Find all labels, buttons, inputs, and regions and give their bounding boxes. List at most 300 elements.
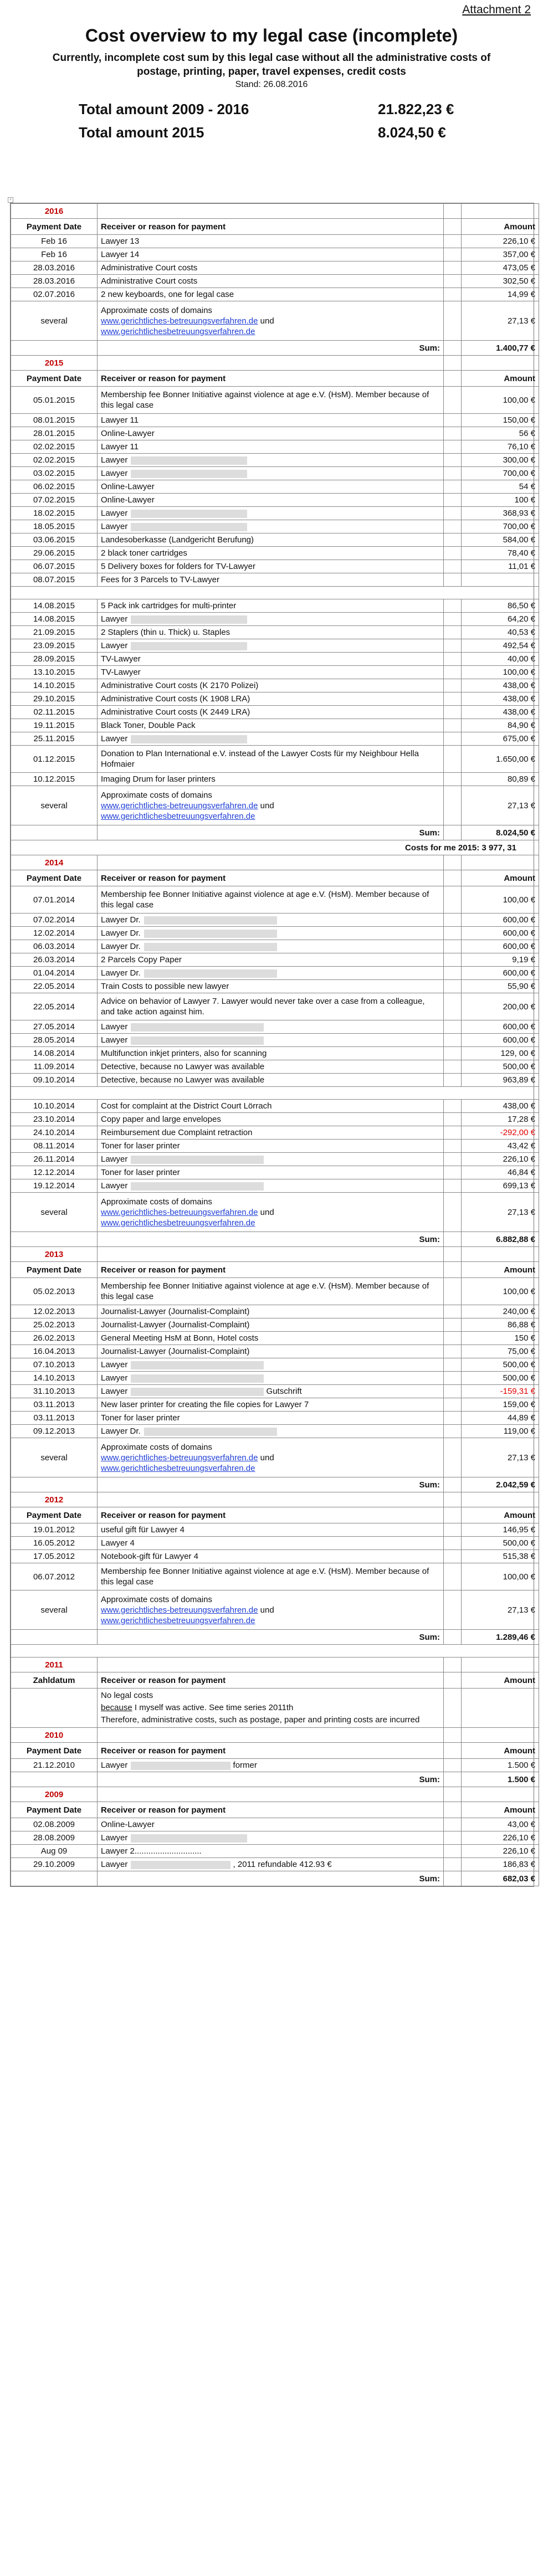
payment-receiver [98, 1047, 444, 1060]
domain-link[interactable]: www.gerichtliches-betreuungsverfahren.de [101, 1453, 258, 1463]
domain-link[interactable]: www.gerichtlichesbetreuungsverfahren.de [101, 1615, 255, 1625]
table-row [11, 1305, 539, 1318]
table-row [11, 706, 539, 719]
header-date: Payment Date [11, 1743, 98, 1759]
domains-row [11, 786, 539, 825]
payment-date: 23.10.2014 [11, 1113, 98, 1126]
payment-date: 26.11.2014 [11, 1153, 98, 1166]
payment-amount: 515,38 € [462, 1550, 539, 1563]
payment-date: 28.01.2015 [11, 427, 98, 440]
receiver-text: Lawyer [101, 641, 128, 650]
total-label: Total amount 2015 [79, 124, 204, 141]
table-row [11, 440, 539, 454]
payment-date: 16.05.2012 [11, 1537, 98, 1550]
payment-amount: 600,00 € [462, 1034, 539, 1047]
redacted-name [131, 470, 247, 478]
payment-receiver [98, 613, 444, 626]
empty-cell [444, 1372, 462, 1385]
empty-cell [444, 1385, 462, 1398]
redacted-name [144, 1428, 277, 1436]
header-receiver: Receiver or reason for payment [98, 1672, 444, 1689]
empty-cell [444, 1060, 462, 1074]
note-underlined: because [101, 1703, 132, 1712]
table-row [11, 427, 539, 440]
header-date: Payment Date [11, 371, 98, 387]
receiver-text: Online-Lawyer [101, 429, 155, 438]
sum-label: Sum: [98, 1871, 444, 1886]
payment-date: 06.03.2014 [11, 940, 98, 953]
receiver-text: Lawyer [101, 1761, 128, 1770]
header-amount: Amount [462, 1507, 539, 1523]
payment-amount: 500,00 € [462, 1537, 539, 1550]
empty-cell [462, 356, 539, 371]
table-row [11, 599, 539, 613]
payment-receiver [98, 427, 444, 440]
table-row [11, 1689, 539, 1728]
payment-date: 03.06.2015 [11, 533, 98, 547]
empty-cell [462, 855, 539, 870]
table-row [11, 1818, 539, 1831]
payment-amount: 226,10 € [462, 1845, 539, 1858]
receiver-text: Online-Lawyer [101, 482, 155, 491]
payment-amount: 675,00 € [462, 732, 539, 746]
domains-link-row [101, 316, 440, 326]
receiver-text: 2 Parcels Copy Paper [101, 955, 182, 964]
payment-amount: 14,99 € [462, 288, 539, 301]
domain-link[interactable]: www.gerichtliches-betreuungsverfahren.de [101, 316, 258, 326]
empty-cell [444, 1113, 462, 1126]
payment-receiver [98, 626, 444, 639]
empty-cell [444, 1193, 462, 1232]
payment-receiver [98, 1412, 444, 1425]
column-header-row [11, 1743, 539, 1759]
year-header-row [11, 204, 539, 219]
payment-receiver [98, 1345, 444, 1358]
receiver-text: Lawyer [101, 1373, 128, 1383]
payment-amount: 186,83 € [462, 1858, 539, 1871]
empty-cell [444, 219, 462, 235]
table-row [11, 520, 539, 533]
payment-receiver [98, 480, 444, 494]
header-date: Payment Date [11, 870, 98, 886]
redacted-name [131, 1036, 264, 1045]
empty-cell [444, 560, 462, 573]
payment-amount: 86,50 € [462, 599, 539, 613]
receiver-text: Journalist-Lawyer (Journalist-Complaint) [101, 1347, 250, 1356]
empty-cell [444, 371, 462, 387]
payment-amount: 56 € [462, 427, 539, 440]
receiver-text: Lawyer [101, 522, 128, 531]
payment-receiver [98, 467, 444, 480]
table-row [11, 1034, 539, 1047]
payment-receiver [98, 454, 444, 467]
receiver-text: Lawyer Dr. [101, 928, 141, 938]
domains-link-row [101, 811, 440, 822]
empty-cell [462, 1728, 539, 1743]
payment-receiver [98, 1372, 444, 1385]
payment-receiver [98, 1523, 444, 1537]
payment-receiver [98, 1166, 444, 1179]
domains-row [11, 1193, 539, 1232]
table-row [11, 1759, 539, 1772]
empty-cell [444, 1398, 462, 1412]
sum-value: 1.289,46 € [462, 1630, 539, 1645]
empty-cell [444, 1759, 462, 1772]
receiver-text: Lawyer [101, 455, 128, 465]
payment-date: 02.11.2015 [11, 706, 98, 719]
payment-receiver [98, 940, 444, 953]
table-row [11, 886, 539, 914]
table-move-handle-icon[interactable]: + [8, 197, 13, 203]
domains-link-row [101, 1218, 440, 1228]
payment-receiver [98, 719, 444, 732]
empty-cell [444, 940, 462, 953]
header-date: Payment Date [11, 1802, 98, 1818]
payment-receiver [98, 1140, 444, 1153]
payment-amount: 500,00 € [462, 1060, 539, 1074]
payment-amount: 27,13 € [462, 1193, 539, 1232]
empty-cell [444, 1020, 462, 1034]
table-row [11, 1385, 539, 1398]
receiver-text: New laser printer for creating the file copies for Lawyer 7 [101, 1400, 309, 1409]
payment-date: 08.11.2014 [11, 1140, 98, 1153]
payment-amount: 438,00 € [462, 692, 539, 706]
empty-cell [444, 414, 462, 427]
table-row [11, 773, 539, 786]
empty-cell [444, 494, 462, 507]
empty-cell [444, 825, 462, 840]
table-row [11, 1537, 539, 1550]
payment-receiver [98, 1113, 444, 1126]
payment-date: 28.05.2014 [11, 1034, 98, 1047]
receiver-text: 5 Pack ink cartridges for multi-printer [101, 601, 237, 610]
redacted-name [131, 735, 247, 743]
table-row [11, 692, 539, 706]
empty-cell [444, 1672, 462, 1689]
column-header-row [11, 371, 539, 387]
payment-amount: 600,00 € [462, 927, 539, 940]
payment-receiver [98, 560, 444, 573]
year-header-row [11, 1787, 539, 1802]
domains-row [11, 1590, 539, 1630]
table-row [11, 666, 539, 679]
table-row [11, 653, 539, 666]
payment-receiver [98, 967, 444, 980]
empty-cell [11, 1477, 98, 1492]
receiver-text: Administrative Court costs [101, 263, 198, 273]
payment-amount: 27,13 € [462, 1438, 539, 1477]
header-date: Payment Date [11, 1507, 98, 1523]
header-receiver: Receiver or reason for payment [98, 371, 444, 387]
receiver-text: Copy paper and large envelopes [101, 1115, 221, 1124]
payment-receiver [98, 1425, 444, 1438]
table-row [11, 1345, 539, 1358]
payment-amount: 43,42 € [462, 1140, 539, 1153]
empty-cell [444, 520, 462, 533]
payment-receiver [98, 980, 444, 993]
payment-receiver [98, 1398, 444, 1412]
header-receiver: Receiver or reason for payment [98, 1507, 444, 1523]
domain-link[interactable]: www.gerichtliches-betreuungsverfahren.de [101, 1605, 258, 1615]
payment-date: several [11, 1590, 98, 1630]
empty-cell [444, 855, 462, 870]
domains-cell [98, 1438, 444, 1477]
domain-link[interactable]: www.gerichtlichesbetreuungsverfahren.de [101, 1218, 255, 1228]
empty-cell [444, 1247, 462, 1262]
empty-cell [98, 1787, 444, 1802]
receiver-text: Imaging Drum for laser printers [101, 774, 216, 784]
payment-receiver: Membership fee Bonner Initiative against violence at age e.V. (HsM). Member because of this legal case [98, 886, 444, 914]
total-value: 8.024,50 € [378, 124, 446, 141]
empty-cell [444, 1278, 462, 1305]
payment-amount: 100,00 € [462, 387, 539, 414]
receiver-text: Multifunction inkjet printers, also for scanning [101, 1049, 267, 1058]
domain-link[interactable]: www.gerichtlichesbetreuungsverfahren.de [101, 1463, 255, 1473]
payment-amount: 473,05 € [462, 261, 539, 275]
empty-cell [444, 1728, 462, 1743]
payment-amount: 86,88 € [462, 1318, 539, 1332]
table-row [11, 1372, 539, 1385]
receiver-extra: Gutschrift [264, 1387, 302, 1396]
payment-date: several [11, 1193, 98, 1232]
payment-receiver [98, 1020, 444, 1034]
table-row [11, 914, 539, 927]
empty-cell [98, 1492, 444, 1507]
receiver-text: Lawyer 11 [101, 442, 139, 451]
header-amount: Amount [462, 371, 539, 387]
payment-receiver [98, 732, 444, 746]
payment-receiver [98, 1074, 444, 1087]
payment-amount: -292,00 € [462, 1126, 539, 1140]
payment-date: 21.09.2015 [11, 626, 98, 639]
payment-amount: 27,13 € [462, 1590, 539, 1630]
payment-date: Aug 09 [11, 1845, 98, 1858]
table-row [11, 494, 539, 507]
redacted-name [131, 1361, 264, 1369]
empty-cell [444, 1425, 462, 1438]
sum-row [11, 1871, 539, 1886]
payment-receiver [98, 533, 444, 547]
receiver-text: Toner for laser printer [101, 1141, 180, 1151]
domains-label: Approximate costs of domains [101, 790, 212, 800]
empty-cell [444, 235, 462, 248]
table-row [11, 467, 539, 480]
empty-cell [444, 967, 462, 980]
note-line: No legal costs [101, 1691, 153, 1700]
no-costs-note [98, 1689, 444, 1728]
table-row [11, 248, 539, 261]
column-header-row [11, 1802, 539, 1818]
receiver-text: TV-Lawyer [101, 654, 141, 664]
empty-cell [98, 1658, 444, 1672]
empty-cell [444, 1100, 462, 1113]
redacted-name [131, 1156, 264, 1164]
receiver-text: Administrative Court costs (K 1908 LRA) [101, 694, 250, 704]
domains-link-row [101, 1615, 440, 1626]
receiver-text: Administrative Court costs [101, 276, 198, 286]
empty-cell [444, 454, 462, 467]
redacted-name [131, 523, 247, 531]
receiver-text: useful gift für Lawyer 4 [101, 1525, 185, 1535]
empty-cell [444, 1772, 462, 1787]
table-row [11, 507, 539, 520]
payment-amount: 963,89 € [462, 1074, 539, 1087]
domains-link-row [101, 1463, 440, 1474]
receiver-text: Journalist-Lawyer (Journalist-Complaint) [101, 1307, 250, 1316]
domains-link-row [101, 1207, 440, 1218]
year-header-row [11, 1658, 539, 1672]
empty-cell [444, 666, 462, 679]
table-row [11, 1074, 539, 1087]
table-row [11, 746, 539, 773]
year-header-row [11, 1492, 539, 1507]
header-amount: Amount [462, 1743, 539, 1759]
empty-cell [462, 1247, 539, 1262]
empty-cell [444, 1034, 462, 1047]
redacted-name [144, 916, 277, 925]
domains-label: Approximate costs of domains [101, 1442, 212, 1452]
sum-value: 682,03 € [462, 1871, 539, 1886]
receiver-text: Lawyer [101, 1022, 128, 1032]
domain-link[interactable]: www.gerichtliches-betreuungsverfahren.de [101, 800, 258, 810]
payment-amount: 200,00 € [462, 993, 539, 1020]
sum-row [11, 341, 539, 356]
payment-date: 22.05.2014 [11, 993, 98, 1020]
redacted-name [131, 1834, 247, 1843]
header-amount: Amount [462, 1672, 539, 1689]
header-amount: Amount [462, 1802, 539, 1818]
payment-receiver [98, 706, 444, 719]
payment-amount: 17,28 € [462, 1113, 539, 1126]
sum-label: Sum: [98, 1630, 444, 1645]
payment-date: 25.02.2013 [11, 1318, 98, 1332]
payment-amount: 40,00 € [462, 653, 539, 666]
year-label: 2012 [11, 1492, 98, 1507]
payment-amount: 78,40 € [462, 547, 539, 560]
year-label: 2016 [11, 204, 98, 219]
domains-cell [98, 1193, 444, 1232]
payment-receiver [98, 773, 444, 786]
receiver-text: General Meeting HsM at Bonn, Hotel costs [101, 1333, 259, 1343]
table-row [11, 613, 539, 626]
payment-date: 01.04.2014 [11, 967, 98, 980]
empty-cell [444, 440, 462, 454]
payment-receiver [98, 547, 444, 560]
empty-cell [444, 1318, 462, 1332]
payment-amount: 11,01 € [462, 560, 539, 573]
year-label: 2014 [11, 855, 98, 870]
redacted-name [131, 642, 247, 650]
domain-link[interactable]: www.gerichtlichesbetreuungsverfahren.de [101, 326, 255, 336]
payment-date: 07.02.2015 [11, 494, 98, 507]
payment-date: 13.10.2015 [11, 666, 98, 679]
column-header-row [11, 1507, 539, 1523]
empty-cell [444, 1590, 462, 1630]
payment-amount: 226,10 € [462, 235, 539, 248]
domain-link[interactable]: www.gerichtliches-betreuungsverfahren.de [101, 1207, 258, 1217]
payment-amount: 150,00 € [462, 414, 539, 427]
empty-cell [444, 1550, 462, 1563]
payment-receiver [98, 1153, 444, 1166]
payment-receiver [98, 1537, 444, 1550]
payment-date: 17.05.2012 [11, 1550, 98, 1563]
payment-date: 25.11.2015 [11, 732, 98, 746]
column-header-row [11, 1672, 539, 1689]
empty-cell [444, 1689, 462, 1728]
sum-value: 8.024,50 € [462, 825, 539, 840]
redacted-name [144, 969, 277, 978]
payment-receiver [98, 1034, 444, 1047]
empty-cell [444, 1140, 462, 1153]
empty-cell [444, 387, 462, 414]
payment-amount: 600,00 € [462, 914, 539, 927]
empty-cell [462, 1492, 539, 1507]
header-date: Payment Date [11, 219, 98, 235]
payment-amount: 584,00 € [462, 533, 539, 547]
redacted-name [131, 1182, 264, 1190]
empty-cell [444, 573, 462, 587]
year-label: 2013 [11, 1247, 98, 1262]
empty-cell [444, 1438, 462, 1477]
table-row [11, 275, 539, 288]
payment-amount: 438,00 € [462, 706, 539, 719]
year-header-row [11, 1247, 539, 1262]
empty-cell [444, 480, 462, 494]
redacted-name [131, 510, 247, 518]
empty-cell [11, 1087, 539, 1100]
payment-date: 05.02.2013 [11, 1278, 98, 1305]
payment-amount: 27,13 € [462, 786, 539, 825]
total-value: 21.822,23 € [378, 101, 454, 117]
receiver-text: Lawyer 11 [101, 415, 139, 425]
table-row [11, 993, 539, 1020]
year-label: 2010 [11, 1728, 98, 1743]
payment-receiver [98, 1858, 444, 1871]
payment-receiver [98, 1318, 444, 1332]
receiver-text: Lawyer [101, 1360, 128, 1369]
table-row [11, 1358, 539, 1372]
payment-date: 24.10.2014 [11, 1126, 98, 1140]
redacted-name [131, 1762, 230, 1770]
sum-label: Sum: [98, 1772, 444, 1787]
domain-link[interactable]: www.gerichtlichesbetreuungsverfahren.de [101, 811, 255, 821]
empty-cell [444, 1787, 462, 1802]
stand-date: Stand: 26.08.2016 [235, 80, 308, 89]
payment-date: 07.02.2014 [11, 914, 98, 927]
attachment-label: Attachment 2 [462, 3, 531, 16]
payment-date: 06.07.2012 [11, 1563, 98, 1590]
payment-amount: 492,54 € [462, 639, 539, 653]
payment-amount [462, 573, 539, 587]
costs-note: Costs for me 2015: 3 977, 31 [11, 840, 539, 855]
sum-label: Sum: [98, 1232, 444, 1247]
payment-amount: 100,00 € [462, 1278, 539, 1305]
receiver-text: Lawyer 13 [101, 237, 140, 246]
redacted-name [131, 456, 247, 465]
payment-date: several [11, 301, 98, 341]
domains-label: Approximate costs of domains [101, 305, 212, 315]
empty-cell [444, 1871, 462, 1886]
payment-receiver [98, 927, 444, 940]
table-row [11, 940, 539, 953]
table-row [11, 288, 539, 301]
header-receiver: Receiver or reason for payment [98, 1802, 444, 1818]
empty-cell [444, 639, 462, 653]
note-text: I myself was active. See time series 2011th [132, 1703, 294, 1712]
empty-cell [444, 427, 462, 440]
und-text: und [258, 316, 274, 326]
empty-cell [444, 1126, 462, 1140]
